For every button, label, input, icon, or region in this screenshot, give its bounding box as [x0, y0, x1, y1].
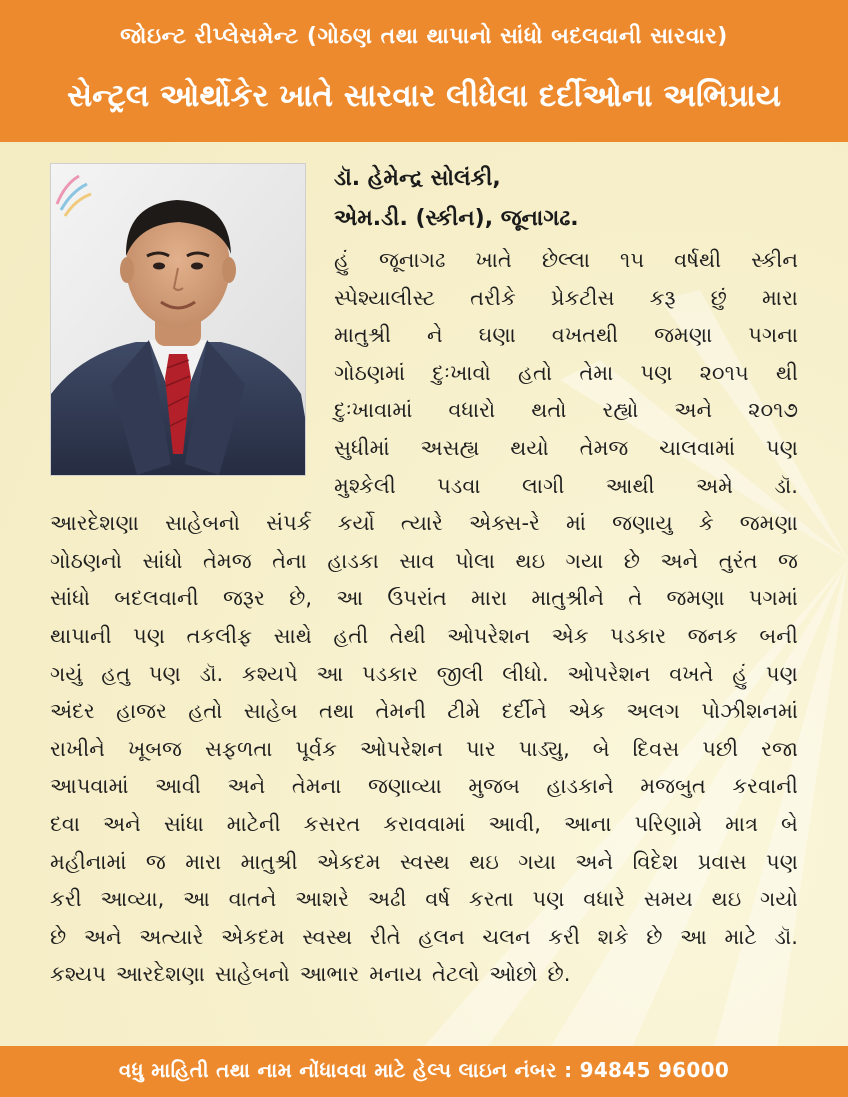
page-title: સેન્ટ્રલ ઓર્થોકેર ખાતે સારવાર લીધેલા દર્દીઓના અભિપ્રાય	[67, 78, 781, 114]
testimonial-line: છે અને અત્યારે એકદમ સ્વસ્થ રીતે હલન ચલન કરી શકે છે આ માટે ડૉ.	[50, 924, 798, 949]
testimonial-line: કશ્યપ આરદેશણા સાહેબનો આભાર મનાય તેટલો ઓછો છે.	[50, 962, 571, 987]
testimonial-line: દવા અને સાંધા માટેની કસરત કરાવવામાં આવી, આના પરિણામે માત્ર બે	[50, 812, 798, 836]
testimonial-line: માતુશ્રી ને ઘણા વખતથી જમણા પગના	[334, 323, 798, 348]
testimonial-line: આપવામાં આવી અને તેમના જણાવ્યા મુજબ હાડકાને મજબુત કરવાની	[50, 774, 798, 799]
testimonial-line: કરી આવ્યા, આ વાતને આશરે અઢી વર્ષ કરતા પણ વધારે સમય થઇ ગયો	[50, 887, 798, 912]
testimonial-line: મુશ્કેલી પડવા લાગી આથી અમે ડૉ.	[334, 473, 798, 498]
header-subtitle: જોઇન્ટ રીપ્લેસમેન્ટ (ગોઠણ તથા થાપાનો સાંધો બદલવાની સારવાર)	[120, 24, 728, 49]
testimonial-line: રાખીને ખૂબજ સફળતા પૂર્વક ઓપરેશન પાર પાડ્યુ, બે દિવસ પછી રજા	[50, 736, 798, 761]
doctor-name: ડૉ. હેમેન્દ્ર સોલંકી,	[334, 166, 501, 191]
testimonial-line: સુધીમાં અસહ્ય થયો તેમજ ચાલવામાં પણ	[334, 436, 798, 460]
testimonial-line: આરદેશણા સાહેબનો સંપર્ક કર્યો ત્યારે એક્સ-રે માં જણાયુ કે જમણા	[50, 511, 798, 536]
testimonial-line: સાંધો બદલવાની જરૂર છે, આ ઉપરાંત મારા માતુશ્રીને તે જમણા પગમાં	[50, 586, 798, 611]
testimonial-line: હું જૂનાગઢ ખાતે છેલ્લા ૧૫ વર્ષથી સ્કીન	[334, 248, 798, 272]
testimonial-line: દુઃખાવામાં વધારો થતો રહ્યો અને ૨૦૧૭	[334, 398, 798, 423]
testimonial-line: ગોઠણનો સાંધો તેમજ તેના હાડકા સાવ પોલા થઇ ગયા છે અને તુરંત જ	[50, 548, 798, 573]
testimonial-line: સ્પેશ્યાલીસ્ટ તરીકે પ્રેકટીસ કરૂ છું મારા	[334, 285, 798, 310]
testimonial-line: ગયું હતુ પણ ડૉ. કશ્યપે આ પડકાર જીલી લીધો. ઓપરેશન વખતે હું પણ	[50, 661, 798, 686]
header-banner	[0, 0, 848, 142]
helpline-text: વધુ માહિતી તથા નામ નોંધાવવા માટે હેલ્પ લાઇન નંબર : 94845 96000	[118, 1058, 730, 1082]
doctor-degree: એમ.ડી. (સ્કીન), જૂનાગઢ.	[334, 206, 579, 231]
testimonial-line: થાપાની પણ તકલીફ સાથે હતી તેથી ઓપરેશન એક પડકાર જનક બની	[50, 624, 798, 648]
testimonial-line: અંદર હાજર હતો સાહેબ તથા તેમની ટીમે દર્દીને એક અલગ પોઝીશનમાં	[50, 699, 798, 724]
testimonial-line: ગોઠણમાં દુઃખાવો હતો તેમા પણ ૨૦૧૫ થી	[334, 360, 798, 385]
footer-banner	[0, 1046, 848, 1097]
testimonial-line: મહીનામાં જ મારા માતુશ્રી એકદમ સ્વસ્થ થઇ ગયા અને વિદેશ પ્રવાસ પણ	[50, 849, 798, 874]
doctor-photo	[50, 163, 306, 476]
